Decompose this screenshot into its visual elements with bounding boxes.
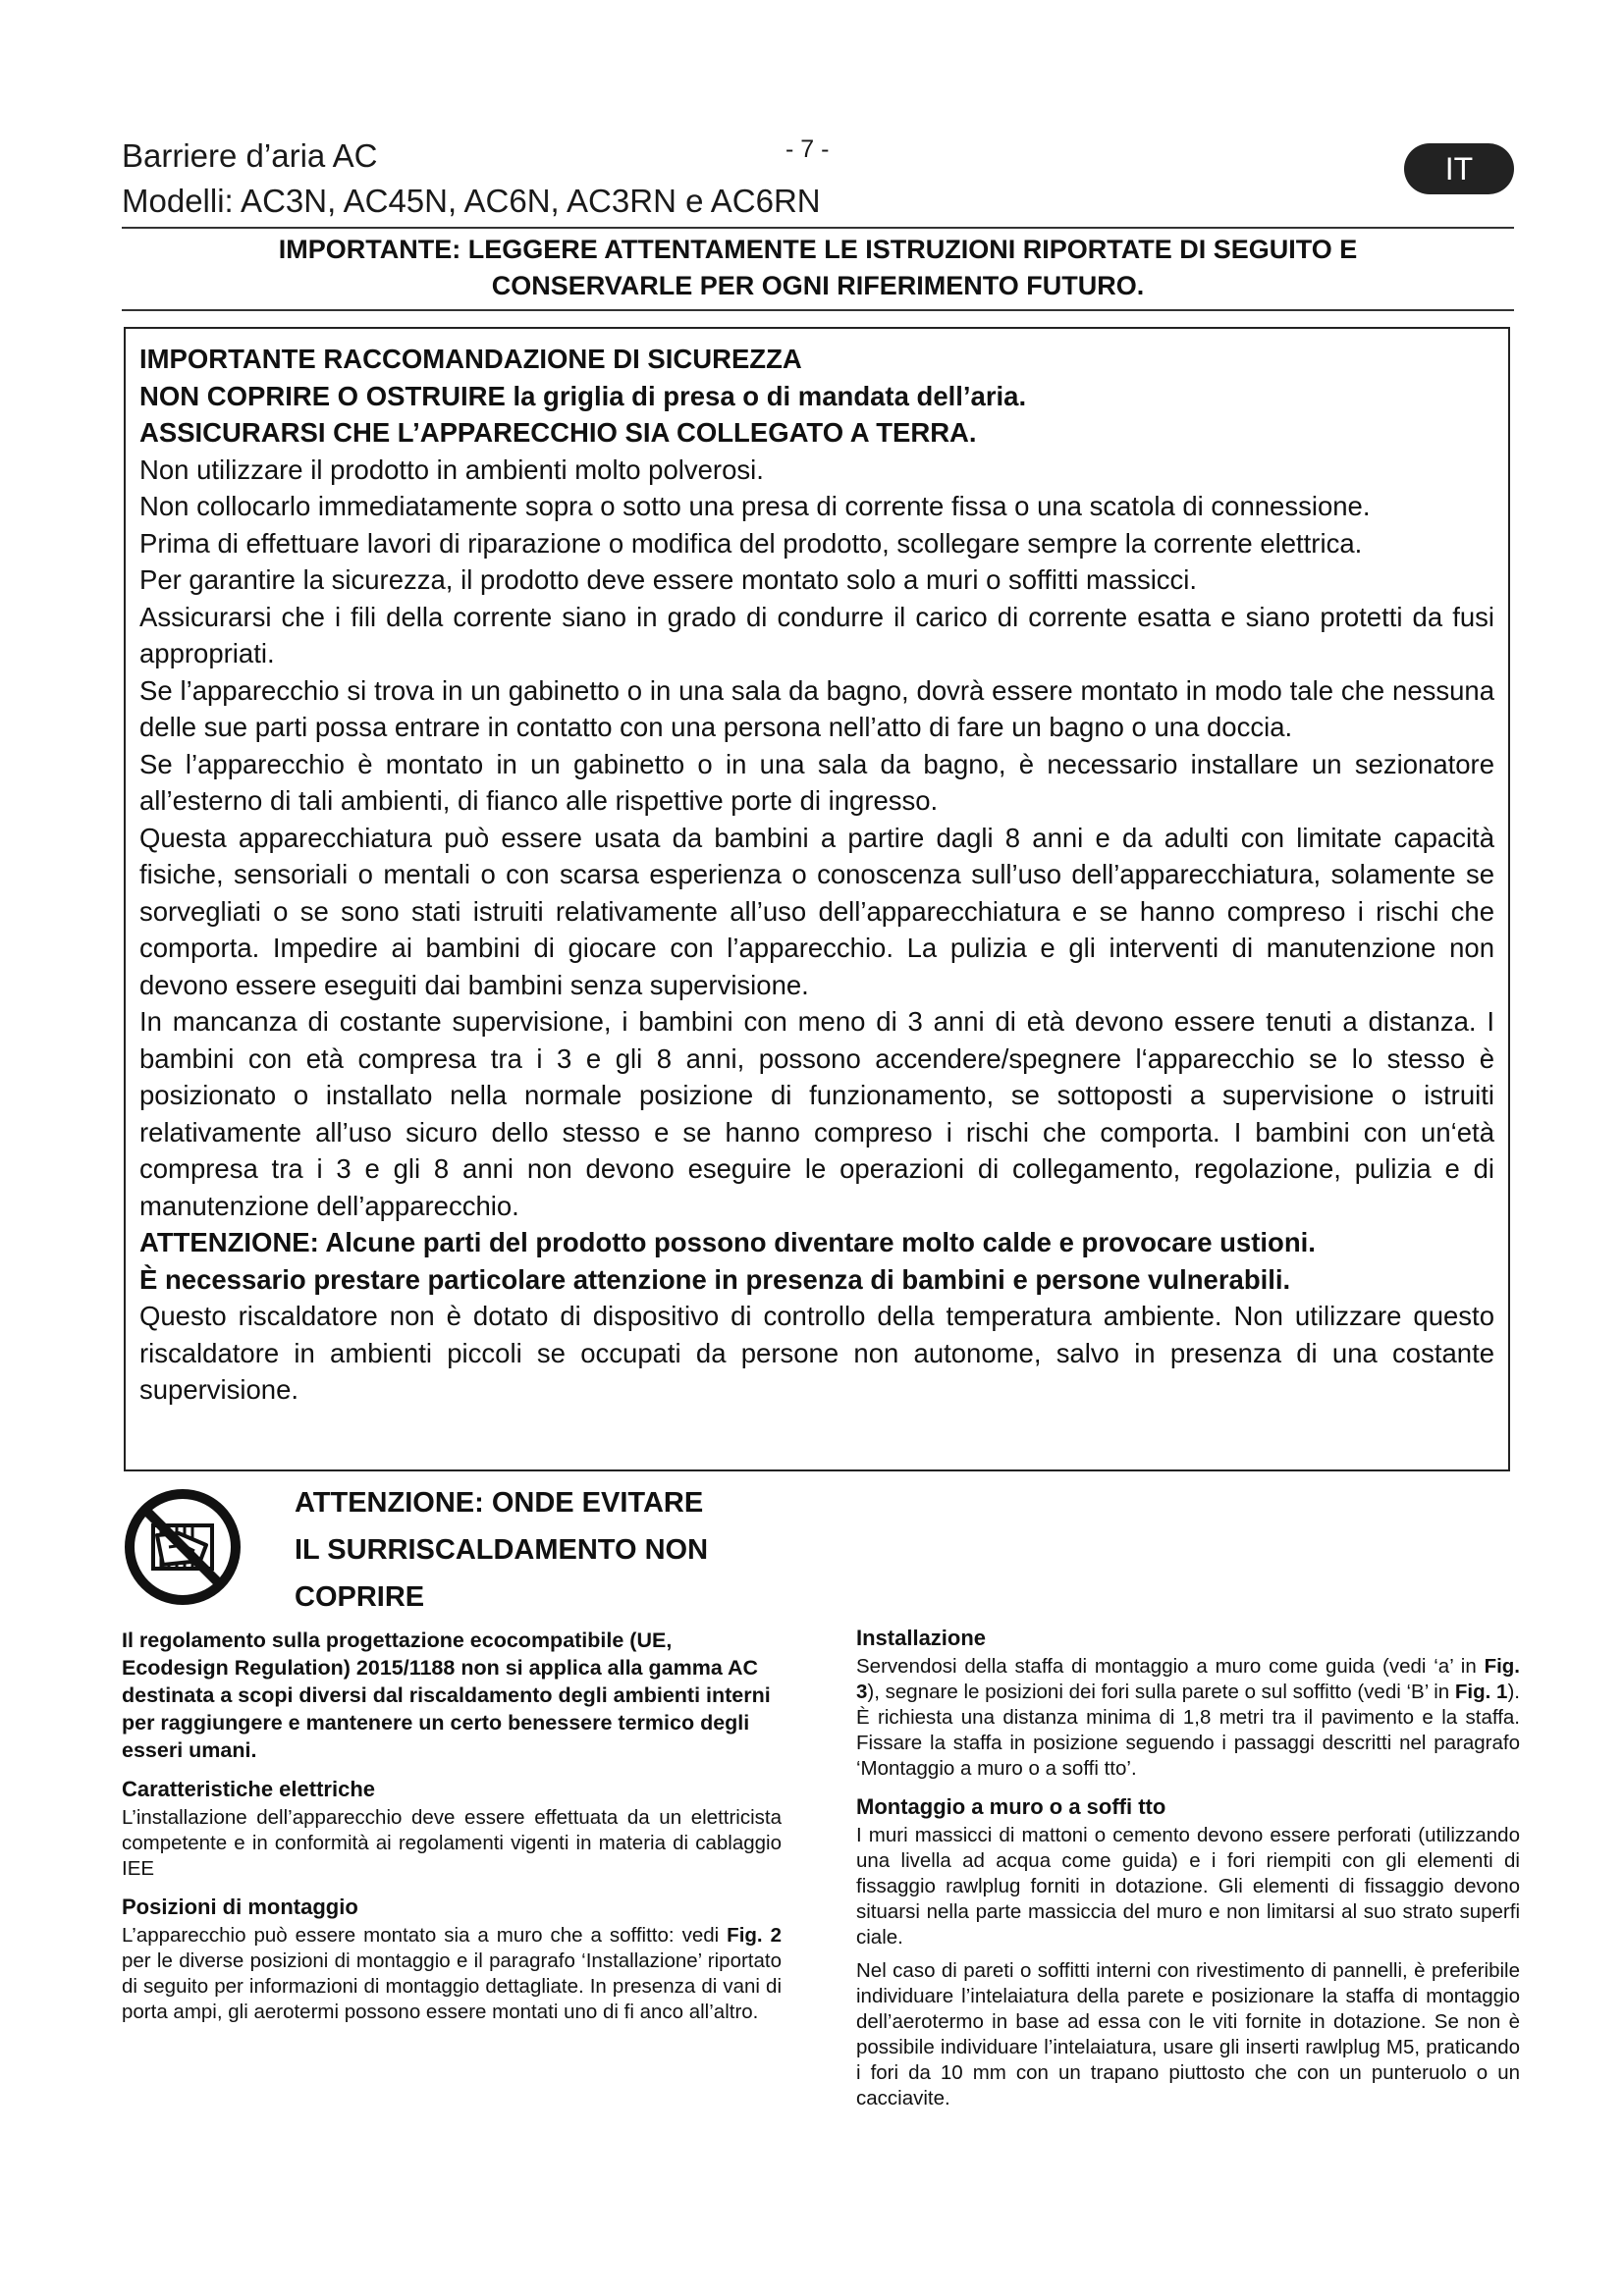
important-notice-line-1: IMPORTANTE: LEGGERE ATTENTAMENTE LE ISTRUZIONI RIPORTATE DI SEGUITO E — [278, 235, 1358, 264]
important-notice — [122, 232, 1514, 304]
cover-warning-line-2: IL SURRISCALDAMENTO NON — [295, 1534, 709, 1566]
language-badge: IT — [1404, 143, 1514, 194]
wall-mounting-text-1: I muri massicci di mattoni o cemento devono essere perforati (utilizzando una livella ad acqua come guida) e i fori riempiti con gli elementi di fissaggio rawlplug forniti in dotazione. Gli elementi di fissaggio devono situarsi nella parte massiccia del muro e non limitarsi al suo strato superfi ciale. — [856, 1824, 1520, 1949]
cover-warning-line-1: ATTENZIONE: ONDE EVITARE — [295, 1487, 704, 1519]
positions-text-part: per le diverse posizioni di montaggio e il paragrafo ‘Installazione’ riportato di seguito per informazioni di montaggio dettagliate. In presenza di vani di porta ampi, gli aerotermi possono essere montati uno di fi anco all’altro. — [122, 1949, 782, 2023]
cover-warning-line-3: COPRIRE — [295, 1581, 425, 1613]
title-line-2: Modelli: AC3N, AC45N, AC6N, AC3RN e AC6RN — [122, 183, 821, 219]
safety-paragraph: Non utilizzare il prodotto in ambienti molto polverosi. — [139, 454, 764, 485]
positions-text — [122, 1923, 782, 2025]
installation-text-part: ). È richiesta una distanza minima di 1,8 metri tra il pavimento e la staffa. Fissare la staffa in posizione seguendo i passaggi descritti nel paragrafo ‘Montaggio a muro o a soffi tto’. — [856, 1681, 1520, 1780]
positions-heading: Posizioni di montaggio — [122, 1895, 358, 1919]
safety-paragraph: Questa apparecchiatura può essere usata da bambini a partire dagli 8 anni e da adulti con limitate capacità fisiche, sensoriali o mentali o con scarsa esperienza o conoscenza sull’uso dell’apparecchiatura, solamente se sorvegliati o se sono stati istruiti relativamente all’uso dell’apparecchiatura e se hanno compreso i rischi che comporta. Impedire ai bambini di giocare con l’apparecchio. La pulizia e gli interventi di manutenzione non devono essere eseguiti dai bambini senza supervisione. — [139, 822, 1494, 1000]
safety-bold-line-1: NON COPRIRE O OSTRUIRE la griglia di presa o di mandata dell’aria. — [139, 380, 1027, 411]
important-notice-line-2: CONSERVARLE PER OGNI RIFERIMENTO FUTURO. — [491, 271, 1145, 300]
do-not-cover-icon — [124, 1488, 242, 1606]
right-column — [856, 1625, 1520, 2111]
burn-warning-line-2: È necessario prestare particolare attenzione in presenza di bambini e persone vulnerabili. — [139, 1263, 1291, 1295]
title-line-1: Barriere d’aria AC — [122, 137, 378, 174]
left-column — [122, 1627, 782, 2025]
wall-mounting-text-2: Nel caso di pareti o soffitti interni con rivestimento di pannelli, è preferibile individuare l’intelaiatura della parete e posizionare la staffa di montaggio dell’aerotermo in base ad essa con le viti fornite in dotazione. Se non è possibile individuare l’intelaiatura, usare gli inserti rawlplug M5, praticando i fori da 10 mm con un trapano piuttosto che con un punteruolo o un cacciavite. — [856, 1959, 1520, 2109]
page-number: - 7 - — [785, 135, 830, 163]
installation-text-part: ), segnare le posizioni dei fori sulla parete o sul soffitto (vedi ‘B’ in — [867, 1681, 1455, 1703]
safety-paragraph: Assicurarsi che i fili della corrente siano in grado di condurre il carico di corrente esatta e siano protetti da fusi appropriati. — [139, 601, 1494, 668]
header-divider — [122, 227, 1514, 229]
safety-bold-line-2: ASSICURARSI CHE L’APPARECCHIO SIA COLLEGATO A TERRA. — [139, 417, 977, 448]
document-title — [122, 133, 821, 224]
safety-paragraph: Questo riscaldatore non è dotato di dispositivo di controllo della temperatura ambiente. Non utilizzare questo riscaldatore in ambienti piccoli se occupati da persone non autonome, salvo in presenza di una costante supervisione. — [139, 1301, 1494, 1405]
figure-reference: Fig. 2 — [727, 1924, 782, 1947]
safety-paragraph: Se l’apparecchio si trova in un gabinetto o in una sala da bagno, dovrà essere montato in modo tale che nessuna delle sue parti possa entrare in contatto con una persona nell’atto di fare un bagno o una doccia. — [139, 674, 1494, 742]
installation-heading: Installazione — [856, 1626, 987, 1650]
wall-mounting-heading: Montaggio a muro o a soffi tto — [856, 1794, 1166, 1819]
figure-reference: Fig. 3 — [856, 1655, 1520, 1703]
safety-paragraph: Prima di effettuare lavori di riparazione o modifica del prodotto, scollegare sempre la corrente elettrica. — [139, 527, 1363, 559]
installation-text-part: Servendosi della staffa di montaggio a muro come guida (vedi ‘a’ in — [856, 1655, 1485, 1678]
cover-warning-heading — [295, 1479, 708, 1621]
figure-reference: Fig. 1 — [1454, 1681, 1508, 1703]
safety-paragraph: Non collocarlo immediatamente sopra o sotto una presa di corrente fissa o una scatola di connessione. — [139, 491, 1371, 521]
safety-heading: IMPORTANTE RACCOMANDAZIONE DI SICUREZZA — [139, 344, 802, 374]
safety-paragraph: Se l’apparecchio è montato in un gabinetto o in una sala da bagno, è necessario installare un sezionatore all’esterno di tali ambienti, di fianco alle rispettive porte di ingresso. — [139, 748, 1494, 816]
safety-recommendation-box — [124, 327, 1510, 1471]
notice-divider — [122, 309, 1514, 311]
ecodesign-note: Il regolamento sulla progettazione ecocompatibile (UE, Ecodesign Regulation) 2015/1188 non si applica alla gamma AC destinata a scopi diversi dal riscaldamento degli ambienti interni per raggiungere e mantenere un certo benessere termico degli esseri umani. — [122, 1629, 771, 1762]
positions-text-part: L’apparecchio può essere montato sia a muro che a soffitto: vedi — [122, 1924, 728, 1947]
electrical-text: L’installazione dell’apparecchio deve essere effettuata da un elettricista competente e in conformità ai regolamenti vigenti in materia di cablaggio IEE — [122, 1806, 782, 1880]
safety-paragraph: In mancanza di costante supervisione, i bambini con meno di 3 anni di età devono essere tenuti a distanza. I bambini con età compresa tra i 3 e gli 8 anni, possono accendere/spegnere l‘apparecchio se lo stesso è posizionato o installato nella normale posizione di funzionamento, se sottoposti a supervisione o istruiti relativamente all’uso sicuro dello stesso e se hanno compreso i rischi che comporta. I bambini con un‘età compresa tra i 3 e gli 8 anni non devono eseguire le operazioni di collegamento, regolazione, pulizia e di manutenzione dell’apparecchio. — [139, 1006, 1494, 1221]
electrical-heading: Caratteristiche elettriche — [122, 1777, 375, 1801]
burn-warning-line-1: ATTENZIONE: Alcune parti del prodotto possono diventare molto calde e provocare ustioni. — [139, 1227, 1316, 1257]
safety-paragraph: Per garantire la sicurezza, il prodotto deve essere montato solo a muri o soffitti massicci. — [139, 564, 1198, 595]
installation-text — [856, 1654, 1520, 1782]
